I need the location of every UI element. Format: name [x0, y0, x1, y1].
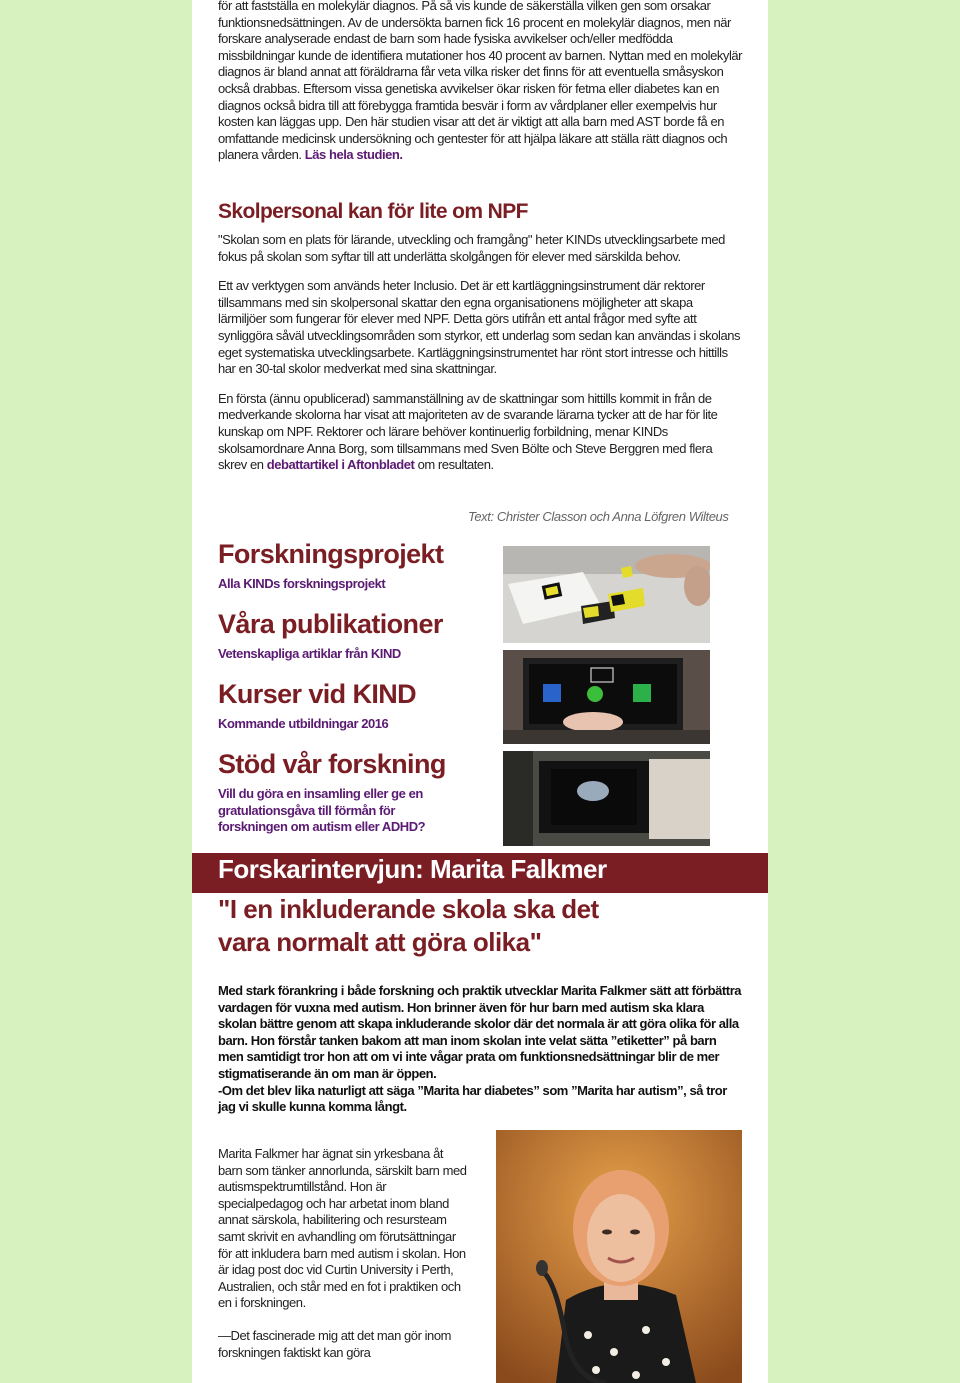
sidebar-links — [218, 538, 458, 836]
intro-section — [218, 0, 743, 164]
research-photo-screen — [503, 650, 710, 744]
npf-paragraph-2: Ett av verktygen som används heter Inclusio. Det är ett kartläggningsinstrument där rektorer tillsammans med sin skolpersonal skattar den egna organisationens möjligheter att skapa lärmiljöer som fungerar för elever med NPF. Detta görs utifrån ett antal frågor med syfte att synliggöra såväl utvecklingsområden som styrkor, ett underlag som sedan kan användas i skolans eget systematiska utvecklingsarbete. Kartläggningsinstrumentet har rönt stort intresse och hittills har en 30-tal skolor medverkat med sina skattningar. — [218, 278, 741, 377]
npf-paragraph-3: En första (ännu opublicerad) sammanställning av de skattningar som hittills kommit in från de medverkande skolorna har visat att majoriteten av de svarande lärarna tycker att de har för lite kunskap om NPF. Rektorer och lärare behöver kontinuerlig forbildning, menar KINDs skolsamordnare Anna Borg, som tillsammans med Sven Bölte och Steve Berggren med flera skrev en debattartikel i Aftonbladet om resultaten. — [218, 390, 718, 473]
text-credit: Text: Christer Classon och Anna Löfgren Wilteus — [468, 509, 729, 524]
interview-bio — [218, 1146, 468, 1361]
sidebar-title-support: Stöd vår forskning — [218, 749, 446, 779]
research-photo-cubes — [503, 546, 710, 643]
sidebar-link-projects[interactable]: Alla KINDs forskningsprojekt — [218, 576, 386, 591]
interview-lead — [218, 983, 743, 1116]
marita-falkmer-portrait — [496, 1130, 742, 1383]
bio-text: Marita Falkmer har ägnat sin yrkesbana åt barn som tänker annorlunda, särskilt barn med autismspektrumtillstånd. Hon är specialpedagog och har arbetat inom bland annat särskola, habilitering och resursteam samt skrivit en avhandling om förutsättningar för att inkludera barn med autism i skolan. Hon är idag post doc vid Curtin University i Perth, Australien, och står med en fot i praktiken och en i forskningen. — [218, 1146, 467, 1311]
sidebar-link-support[interactable]: Vill du göra en insamling eller ge en gratulationsgåva till förmån för forskningen om autism eller ADHD? — [218, 786, 426, 835]
npf-paragraph-1: "Skolan som en plats för lärande, utveckling och framgång" heter KINDs utvecklingsarbete med fokus på skolan som syftar till att underlätta skolgången för elever med särskilda behov. — [218, 232, 725, 264]
sidebar-title-publications: Våra publikationer — [218, 609, 443, 639]
sidebar-block-projects — [218, 538, 458, 608]
read-study-link[interactable]: Läs hela studien. — [304, 147, 403, 163]
sidebar-title-projects: Forskningsprojekt — [218, 539, 444, 569]
sidebar-block-publications — [218, 608, 458, 678]
interview-quote-title: "I en inkluderande skola ska det vara normalt att göra olika" — [218, 894, 599, 957]
interview-lead-text: Med stark förankring i både forskning och praktik utvecklar Marita Falkmer sätt att förbättra vardagen för vuxna med autism. Hon brinner även för hur barn med autism ska klara skolan bättre genom att skapa inkluderande skolor där det normala är att göra olika för alla barn. Hon förstår tanken bakom att man inom skolan inte velat sätta ”etiketter” på barn men samtidigt tror hon att om vi inte vågar prata om funktionsnedsättningar blir de mer stigmatiserande än om man är öppen. — [218, 983, 742, 1081]
aftonbladet-link[interactable]: debattartikel i Aftonbladet — [266, 457, 415, 473]
sidebar-link-courses[interactable]: Kommande utbildningar 2016 — [218, 716, 389, 731]
research-photo-eyetracking — [503, 751, 710, 846]
intro-text: för att fastställa en molekylär diagnos. På så vis kunde de säkerställa vilken gen som orsakar funktionsnedsättningen. Av de undersökta barnen fick 16 procent en molekylär diagnos, men när forskare analyserade endast de barn som hade fysiska avvikelser och/eller medfödda missbildningar kunde de identifiera mutationer hos 40 procent av barnen. Nyttan med en molekylär diagnos är bland annat att föräldrarna får veta vilka risker det finns för att eventuella småsyskon också drabbas. Eftersom vissa genetiska avvikelser ökar risken för fetma eller diabetes kan en diagnos också bidra till att förebygga framtida besvär i form av vårdplaner eller exempelvis hur kosten kan läggas upp. Den här studien visar att det är viktigt att alla barn med AST borde få en omfattande medicinsk undersökning och gentester för att hjälpa läkare att ställa rätt diagnos och planera vården. Läs hela studien. — [218, 0, 743, 163]
sidebar-block-courses — [218, 678, 458, 748]
npf-title: Skolpersonal kan för lite om NPF — [218, 200, 528, 223]
sidebar-link-publications[interactable]: Vetenskapliga artiklar från KIND — [218, 646, 401, 661]
bio-quote: —Det fascinerade mig att det man gör inom forskningen faktiskt kan göra — [218, 1327, 451, 1360]
interview-lead-quote: -Om det blev lika naturligt att säga ”Marita har diabetes” som ”Marita har autism”, så tror jag vi skulle kunna komma långt. — [218, 1082, 727, 1115]
sidebar-title-courses: Kurser vid KIND — [218, 679, 417, 709]
sidebar-block-support — [218, 748, 458, 836]
npf-section — [218, 200, 743, 474]
interview-banner-title: Forskarintervjun: Marita Falkmer — [218, 854, 607, 884]
